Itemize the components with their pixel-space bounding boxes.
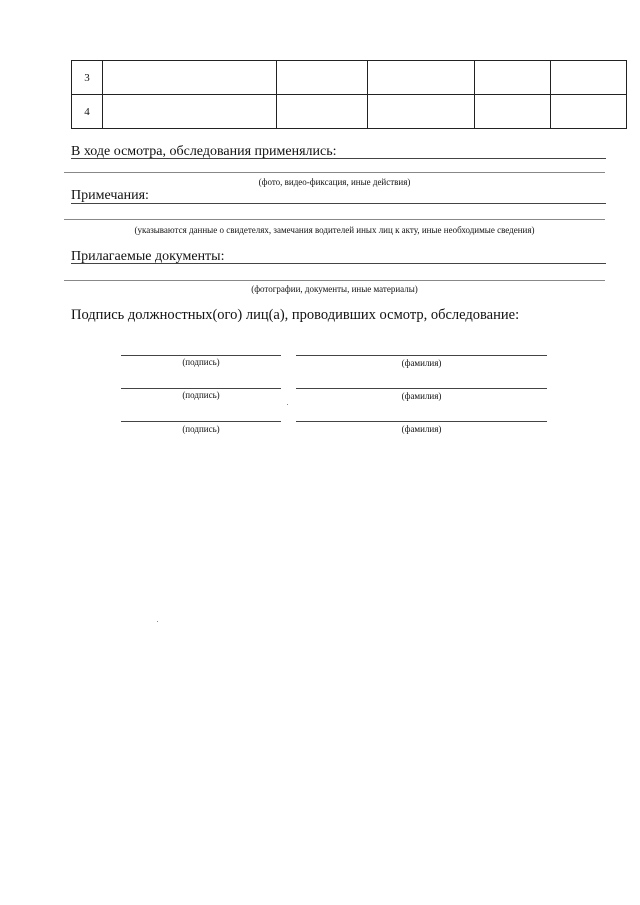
table-cell bbox=[368, 95, 475, 129]
table-cell bbox=[368, 61, 475, 95]
table-cell bbox=[551, 95, 627, 129]
signature-caption: (подпись) bbox=[182, 390, 220, 400]
table-row bbox=[72, 61, 627, 95]
row-number: 3 bbox=[72, 61, 103, 95]
scan-speck bbox=[157, 621, 158, 622]
table-cell bbox=[277, 95, 368, 129]
table-cell bbox=[475, 95, 551, 129]
table-cell bbox=[551, 61, 627, 95]
scan-speck bbox=[287, 404, 288, 405]
surname-caption: (фамилия) bbox=[401, 358, 442, 368]
table-cell bbox=[475, 61, 551, 95]
notes-caption: (указываются данные о свидетелях, замечания водителей иных лиц к акту, иные необходимые сведения) bbox=[134, 225, 535, 235]
inspection-table bbox=[71, 60, 627, 129]
notes-fill-line bbox=[64, 219, 605, 220]
signature-caption: (подпись) bbox=[182, 357, 220, 367]
surname-caption: (фамилия) bbox=[401, 391, 442, 401]
methods-fill-line bbox=[64, 172, 605, 173]
methods-caption: (фото, видео-фиксация, иные действия) bbox=[258, 177, 411, 187]
attachments-label: Прилагаемые документы: bbox=[71, 249, 225, 264]
attachments-fill-line bbox=[71, 263, 606, 264]
surname-line bbox=[296, 355, 547, 356]
surname-line bbox=[296, 421, 547, 422]
signature-line bbox=[121, 421, 281, 422]
signature-line bbox=[121, 355, 281, 356]
signatures-title: Подпись должностных(ого) лиц(а), проводивших осмотр, обследование: bbox=[71, 307, 520, 323]
notes-label: Примечания: bbox=[71, 188, 149, 203]
row-number: 4 bbox=[72, 95, 103, 129]
methods-fill-line bbox=[71, 158, 606, 159]
attachments-caption: (фотографии, документы, иные материалы) bbox=[251, 284, 418, 294]
signature-line bbox=[121, 388, 281, 389]
table-cell bbox=[103, 95, 277, 129]
surname-caption: (фамилия) bbox=[401, 424, 442, 434]
table-cell bbox=[277, 61, 368, 95]
surname-line bbox=[296, 388, 547, 389]
signature-caption: (подпись) bbox=[182, 424, 220, 434]
notes-fill-line bbox=[71, 203, 606, 204]
attachments-fill-line bbox=[64, 280, 605, 281]
table-row bbox=[72, 95, 627, 129]
methods-label: В ходе осмотра, обследования применялись: bbox=[71, 144, 337, 159]
table-cell bbox=[103, 61, 277, 95]
